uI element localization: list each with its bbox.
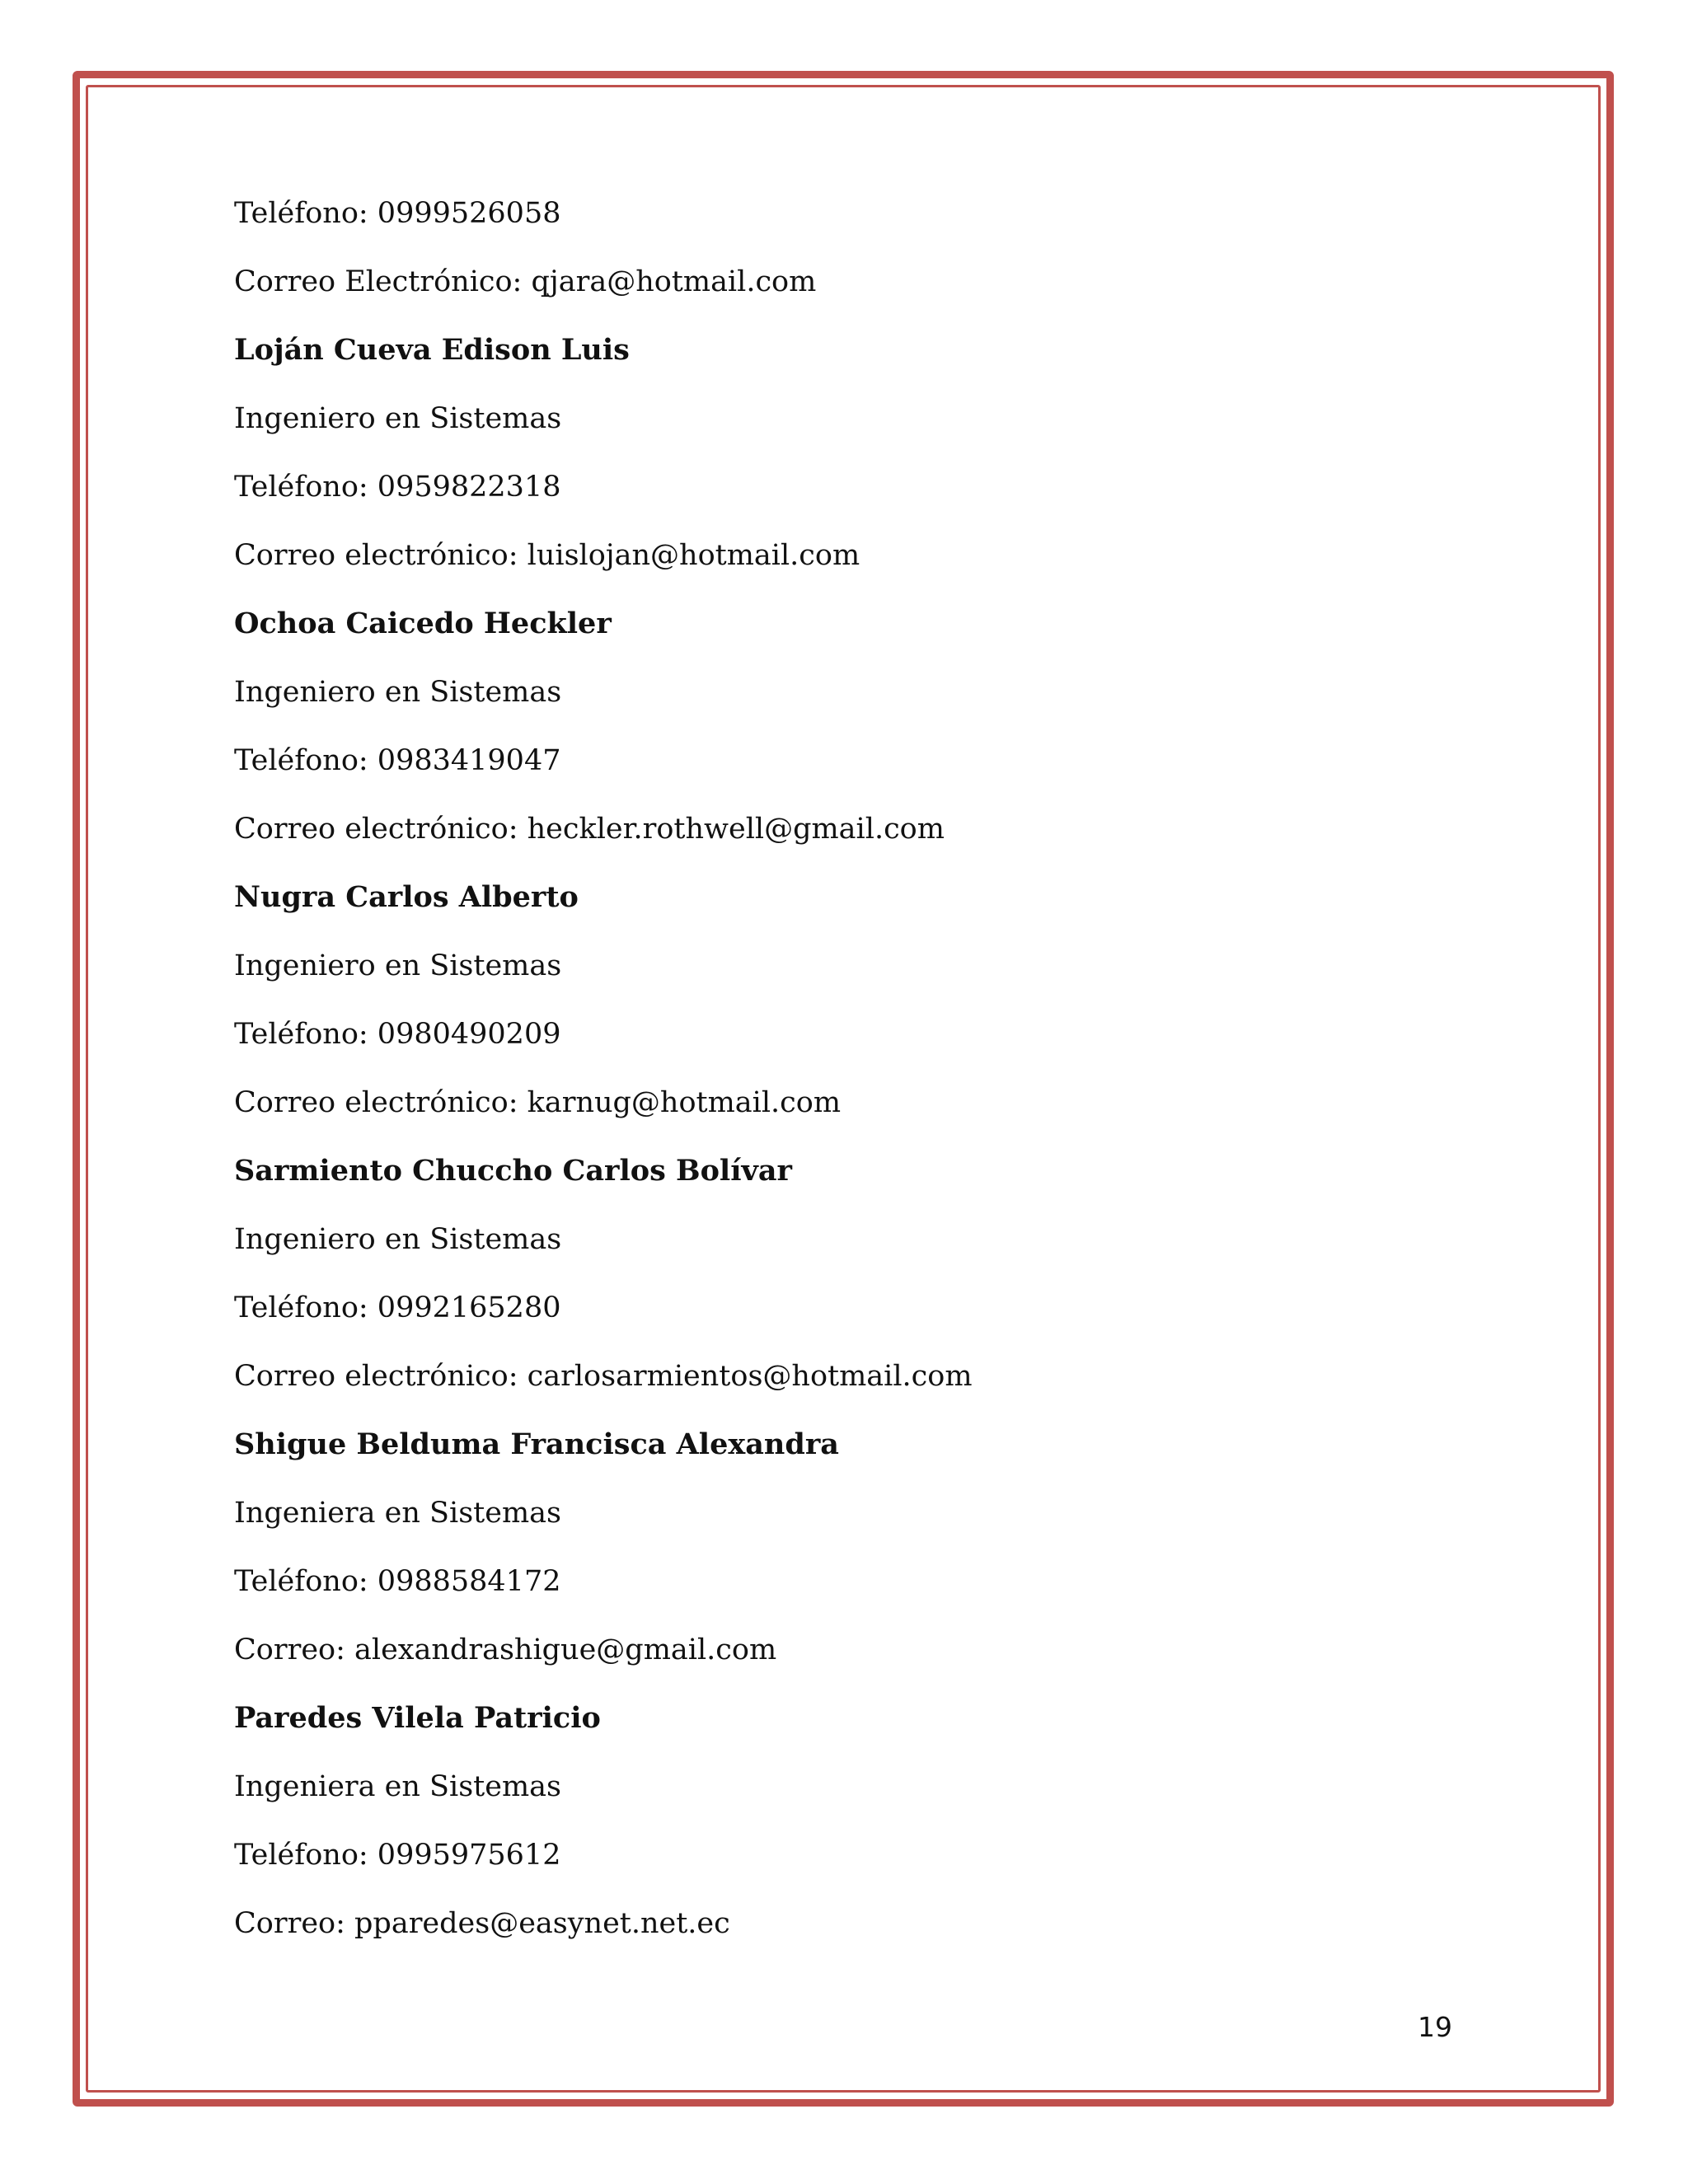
contact-detail-line: Ingeniero en Sistemas	[234, 402, 562, 435]
page-number: 19	[1418, 2011, 1452, 2043]
contact-detail-line: Correo electrónico: carlosarmientos@hotmail.com	[234, 1360, 973, 1393]
contact-detail-line: Teléfono: 0995975612	[234, 1839, 561, 1872]
contact-name: Nugra Carlos Alberto	[234, 880, 579, 914]
contact-name: Shigue Belduma Francisca Alexandra	[234, 1427, 839, 1461]
contact-list	[234, 188, 1553, 1966]
contact-name: Ochoa Caicedo Heckler	[234, 607, 612, 640]
contact-detail-line: Teléfono: 0980490209	[234, 1018, 561, 1051]
contact-name: Paredes Vilela Patricio	[234, 1701, 601, 1735]
contact-name: Loján Cueva Edison Luis	[234, 333, 630, 367]
contact-detail-line: Ingeniero en Sistemas	[234, 676, 562, 709]
contact-detail-line: Correo: alexandrashigue@gmail.com	[234, 1633, 777, 1666]
contact-detail-line: Ingeniero en Sistemas	[234, 949, 562, 982]
contact-detail-line: Teléfono: 0988584172	[234, 1565, 561, 1598]
contact-detail-line: Teléfono: 0999526058	[234, 197, 561, 230]
contact-detail-line: Ingeniera en Sistemas	[234, 1770, 561, 1803]
contact-detail-line: Teléfono: 0992165280	[234, 1291, 561, 1324]
contact-detail-line: Correo electrónico: heckler.rothwell@gmail.com	[234, 813, 945, 846]
contact-detail-line: Teléfono: 0959822318	[234, 471, 561, 504]
contact-detail-line: Correo: pparedes@easynet.net.ec	[234, 1907, 730, 1940]
contact-detail-line: Ingeniera en Sistemas	[234, 1497, 561, 1530]
contact-name: Sarmiento Chuccho Carlos Bolívar	[234, 1154, 792, 1188]
contact-detail-line: Correo Electrónico: qjara@hotmail.com	[234, 265, 817, 298]
contact-detail-line: Ingeniero en Sistemas	[234, 1223, 562, 1256]
contact-detail-line: Correo electrónico: karnug@hotmail.com	[234, 1086, 842, 1119]
contact-detail-line: Correo electrónico: luislojan@hotmail.com	[234, 539, 860, 572]
contact-detail-line: Teléfono: 0983419047	[234, 744, 561, 777]
